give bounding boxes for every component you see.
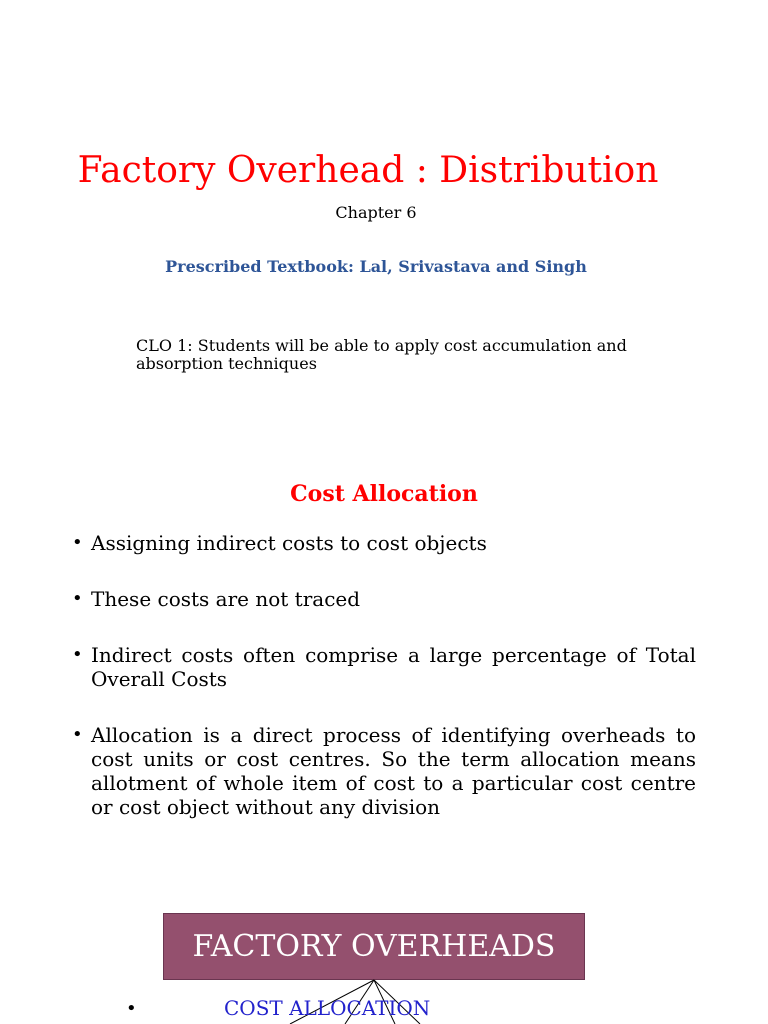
bullet-glyph: • xyxy=(72,724,83,745)
bullet-text: These costs are not traced xyxy=(91,587,361,611)
course-learning-outcome: CLO 1: Students will be able to apply cost accumulation and absorption techniques xyxy=(136,336,627,373)
bullet-text: Indirect costs often comprise a large percentage of Total Overall Costs xyxy=(91,643,696,691)
bullet-glyph: • xyxy=(72,644,83,665)
factory-overheads-box: FACTORY OVERHEADS xyxy=(163,913,585,980)
bullet-glyph: • xyxy=(72,532,83,553)
slide-subtitle: Chapter 6 xyxy=(335,203,417,222)
bullet-text: Allocation is a direct process of identifying overheads to cost units or cost centres. So the term allocation means allotment of whole item of cost to a particular cost centre or cost object without any division xyxy=(91,723,696,819)
slide-title: Factory Overhead : Distribution xyxy=(77,150,659,191)
textbook-reference: Prescribed Textbook: Lal, Srivastava and Singh xyxy=(165,257,587,276)
section-heading: Cost Allocation xyxy=(290,481,478,507)
bullet-text: Assigning indirect costs to cost objects xyxy=(91,531,487,555)
cost-allocation-label: COST ALLOCATION xyxy=(224,996,431,1020)
bullet-glyph: • xyxy=(72,588,83,609)
bullet-glyph: • xyxy=(126,998,137,1019)
